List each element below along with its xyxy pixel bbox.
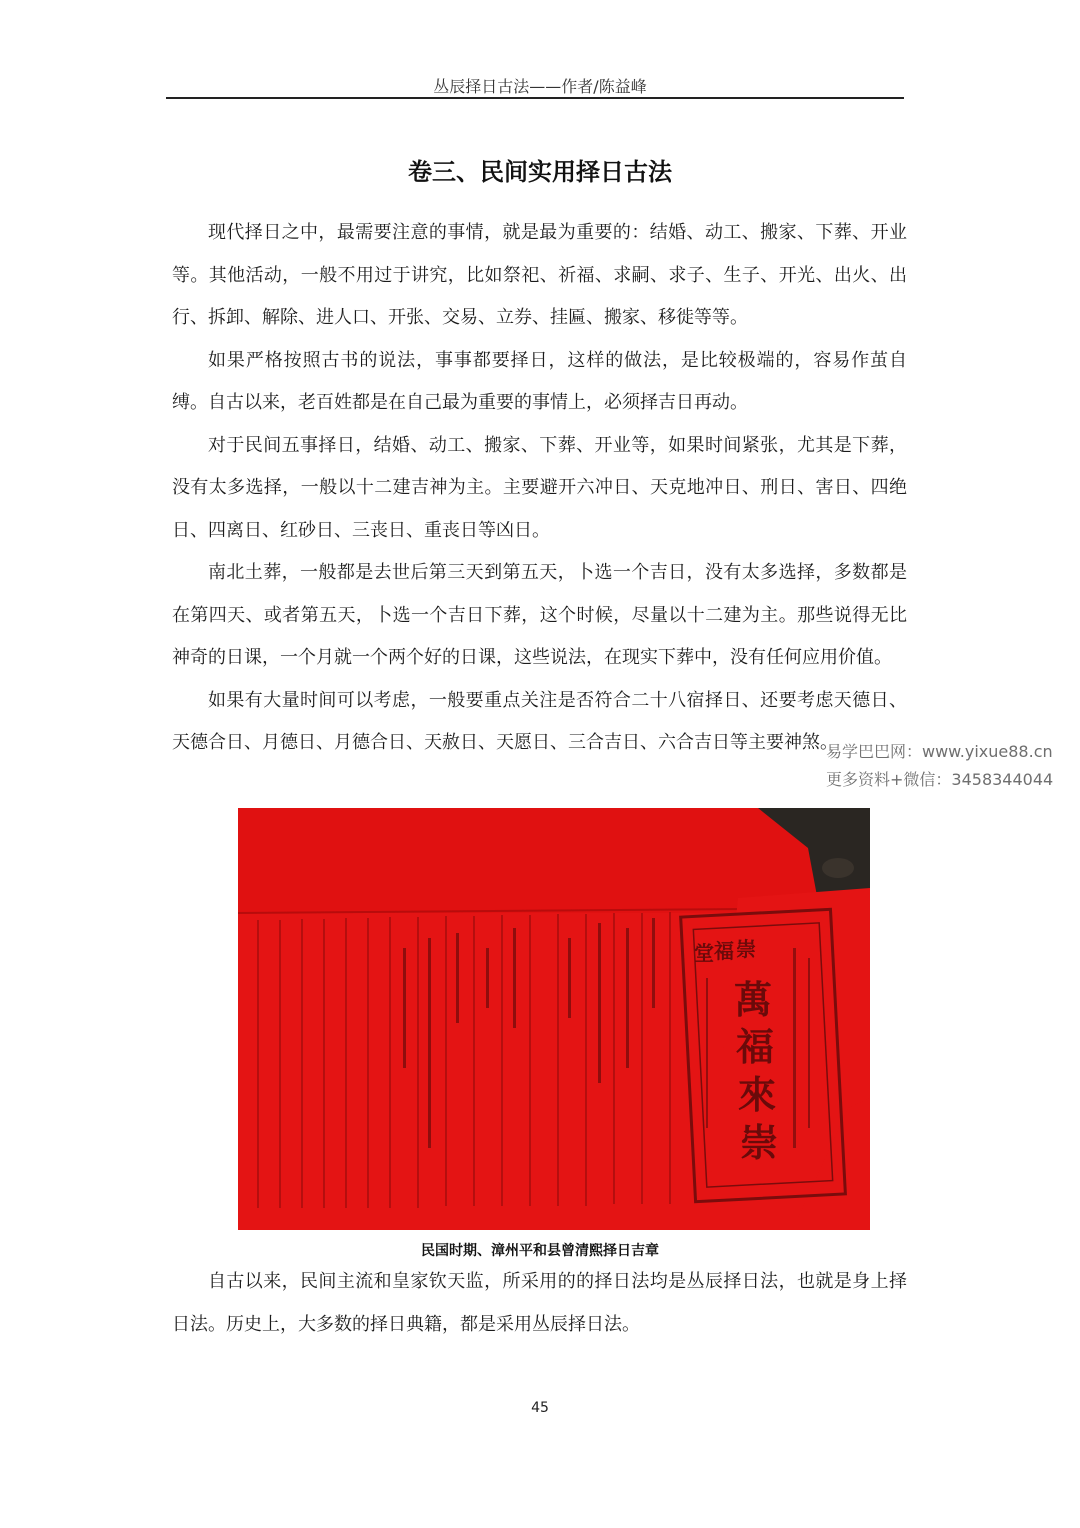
- header-divider: [166, 97, 904, 99]
- chapter-title: 卷三、民间实用择日古法: [408, 158, 672, 186]
- banner-char: 崇: [740, 1120, 779, 1165]
- body-text-top: [172, 212, 907, 765]
- paragraph: 南北土葬，一般都是去世后第三天到第五天，卜选一个吉日，没有太多选择，多数都是在第四天、或者第五天，卜选一个吉日下葬，这个时候，尽量以十二建为主。那些说得无比神奇的日课，一个月就一个两个好的日课，这些说法，在现实下葬中，没有任何应用价值。: [172, 562, 907, 668]
- body-text-bottom: [172, 1261, 907, 1346]
- paragraph: 如果严格按照古书的说法，事事都要择日，这样的做法，是比较极端的，容易作茧自缚。自古以来，老百姓都是在自己最为重要的事情上，必须择吉日再动。: [172, 349, 907, 413]
- paragraph: 对于民间五事择日，结婚、动工、搬家、下葬、开业等，如果时间紧张，尤其是下葬，没有太多选择，一般以十二建吉神为主。主要避开六冲日、天克地冲日、刑日、害日、四绝日、四离日、红砂日、三丧日、重丧日等凶日。: [172, 434, 907, 541]
- paragraph: 现代择日之中，最需要注意的事情，就是最为重要的：结婚、动工、搬家、下葬、开业等。其他活动，一般不用过于讲究，比如祭祀、祈福、求嗣、求子、生子、开光、出火、出行、拆卸、解除、进人口、开张、交易、立券、挂匾、搬家、移徙等等。: [172, 222, 907, 328]
- banner-char: 福: [736, 1024, 775, 1069]
- banner-top-char: 堂: [694, 941, 714, 965]
- banner-top-char: 福: [714, 939, 734, 963]
- paragraph: 如果有大量时间可以考虑，一般要重点关注是否符合二十八宿择日、还要考虑天德日、天德合日、月德日、月德合日、天赦日、天愿日、三合吉日、六合吉日等主要神煞。: [172, 689, 907, 753]
- banner-top-char: 崇: [736, 937, 756, 961]
- figure-caption: 民国时期、漳州平和县曾清熙择日吉章: [421, 1243, 659, 1259]
- paragraph: 自古以来，民间主流和皇家钦天监，所采用的的择日法均是丛辰择日法，也就是身上择日法。历史上，大多数的择日典籍，都是采用丛辰择日法。: [172, 1271, 907, 1335]
- page-number: 45: [531, 1400, 549, 1416]
- watermark-line: 更多资料+微信：3458344044: [826, 770, 1054, 789]
- running-header: 丛辰择日古法——作者/陈益峰: [433, 77, 647, 96]
- watermark: [826, 738, 1053, 794]
- watermark-line: 易学巴巴网：www.yixue88.cn: [826, 742, 1053, 761]
- red-document-illustration: [238, 808, 870, 1230]
- red-document-photo: [238, 808, 870, 1230]
- banner-char: 來: [738, 1072, 777, 1117]
- banner-char: 萬: [734, 977, 773, 1022]
